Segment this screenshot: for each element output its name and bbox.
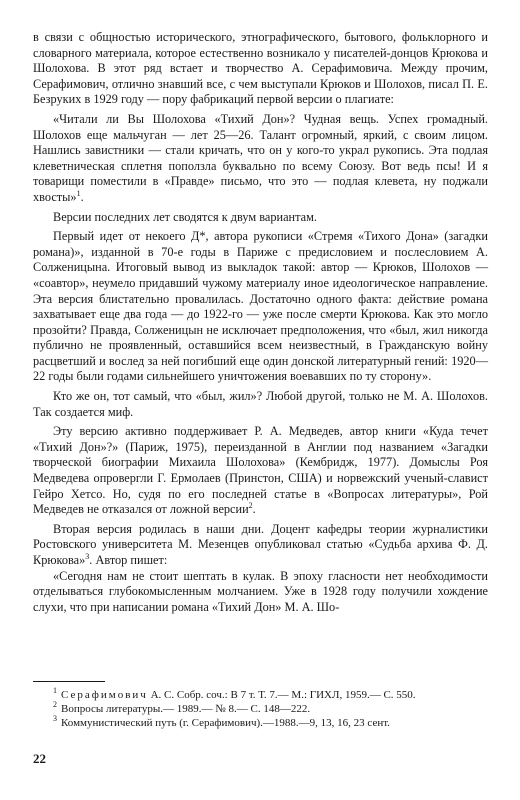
- paragraph: Первый идет от некоего Д*, автора рукописи «Стремя «Тихого Дона» (загадки романа)», изданной в 70-е годы в Париже с предисловием и послесловием А. Солженицына. Итоговый вывод из выкладок такой: автор — Крюков, Шолохов — «соавтор», неумело придавший чужому материалу иное идеологическое направление. Эта версия блистательно провалилась. Достаточно одного факта: действие романа захватывает еще два года — до 1922-го — уже после смерти Крюкова. Как это могло прозойти? Правда, Солженицын не исключает предположения, что «был, жил никогда публично не проявленный, оставшийся всем неизвестный, в Гражданскую войну расцветший и вослед за ней погибший еще один донской литературный гений: 1920—22 годы были годами сильнейшего уничтожения воевавших по ту сторону».: [33, 229, 488, 384]
- page-number: 22: [33, 751, 46, 766]
- footnote: $^3$ Коммунистический путь (г. Серафимович).—1988.—9, 13, 16, 23 сент.: [53, 714, 390, 729]
- footnote-separator: [33, 681, 105, 682]
- body-text: [33, 30, 488, 615]
- paragraph: Кто же он, тот самый, что «был, жил»? Любой другой, только не М. А. Шолохов. Так создается миф.: [33, 389, 488, 419]
- quote-paragraph: «Сегодня нам не стоит шептать в кулак. В эпоху гласности нет необходимости отделываться глубокомысленным молчанием. Уже в 1928 году получили хождение слухи, что при написании романа «Тихий Дон» М. А. Шо-: [33, 568, 488, 614]
- footnote-ref: 2: [248, 501, 253, 511]
- paragraph: Вторая версия родилась в наши дни. Доцент кафедры теории журналистики Ростовского университета М. Мезенцев опубликовал статью «Судьба архива Ф. Д. Крюкова»$^3$. Автор пишет:: [33, 521, 488, 567]
- footnotes: [33, 688, 488, 730]
- paragraph: в связи с общностью исторического, этнографического, бытового, фольклорного и словарного материала, которое естественно возникало у писателей-донцов Крюкова и Шолохова. В этот ряд встает и творчество А. Серафимовича. Между прочим, Серафимович, отлично знавший все, с чем выступали Крюков и Шолохов, писал П. Е. Безруких в 1929 году — пору фабрикаций первой версии о плагиате:: [33, 30, 488, 107]
- paragraph: Эту версию активно поддерживает Р. А. Медведев, автор книги «Куда течет «Тихий Дон»?» (Париж, 1975), переизданной в Англии под названием «Загадки творческой биографии Михаила Шолохова» (Кембридж, 1977). Домыслы Роя Медведева опровергли Г. Ермолаев (Принстон, США) и норвежский ученый-славист Гейро Хетсо. Но, судя по его последней статье в «Вопросах литературы», Рой Медведев не отказался от ложной версии$^2$.: [33, 424, 488, 517]
- quote-paragraph: «Читали ли Вы Шолохова «Тихий Дон»? Чудная вещь. Успех громадный. Шолохов еще мальчуган — лет 25—26. Талант огромный, яркий, с своим лицом. Нашлись завистники — стали кричать, что он у кого-то украл рукопись. Эта подлая клеветническая сплетня поползла буквально по всему Союзу. Вот ведь псы! И я товарищи поместили в «Правде» письмо, что это — подлая клевета, ну поджали хвосты»$^1$.: [33, 111, 488, 204]
- footnote-ref: 1: [76, 188, 81, 198]
- footnote: $^2$ Вопросы литературы.— 1989.— № 8.— С. 148—222.: [53, 700, 311, 715]
- paragraph: Версии последних лет сводятся к двум вариантам.: [53, 209, 317, 224]
- footnote: $^1$ Серафимович А. С. Собр. соч.: В 7 т. Т. 7.— М.: ГИХЛ, 1959.— С. 550.: [53, 686, 416, 701]
- footnote-ref: 3: [85, 551, 90, 561]
